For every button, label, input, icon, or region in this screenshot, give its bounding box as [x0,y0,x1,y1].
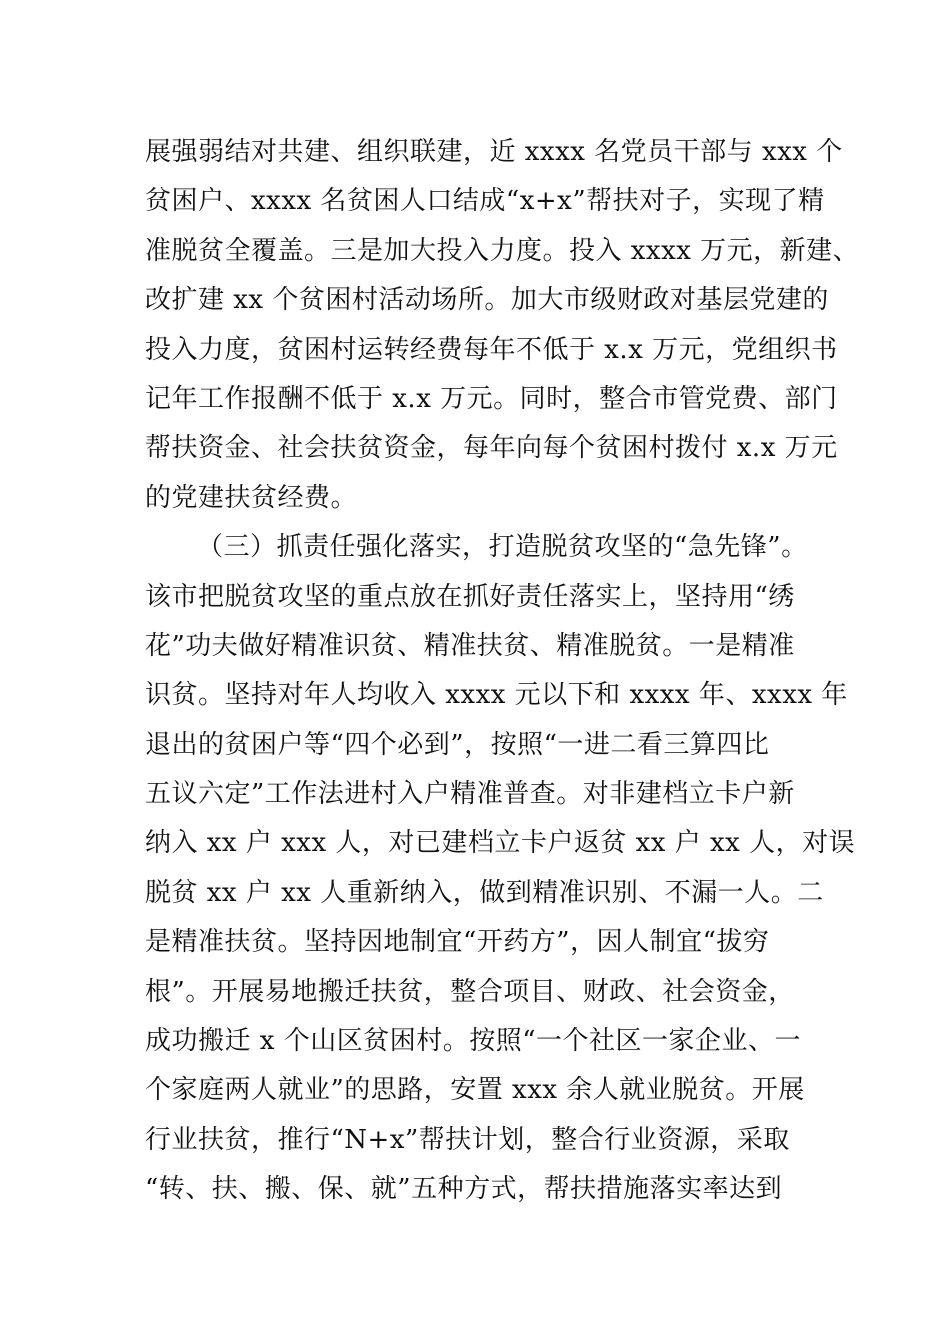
text-line: 准脱贫全覆盖。三是加大投入力度。投入 xxxx 万元，新建、 [145,235,860,266]
text-line: 识贫。坚持对年人均收入 xxxx 元以下和 xxxx 年、xxxx 年 [145,680,848,711]
text-line: 行业扶贫，推行“N+x”帮扶计划，整合行业资源，采取 [145,1124,790,1155]
text-line: 成功搬迁 x 个山区贫困村。按照“一个社区一家企业、一 [145,1026,801,1057]
text-line: 的党建扶贫经费。 [145,482,358,513]
text-line: 是精准扶贫。坚持因地制宜“开药方”，因人制宜“拔穷 [145,927,770,958]
text-line: 帮扶资金、社会扶贫资金，每年向每个贫困村拨付 x.x 万元 [145,433,838,464]
text-line: 贫困户、xxxx 名贫困人口结成“x+x”帮扶对子，实现了精 [145,186,825,217]
text-line: 该市把脱贫攻坚的重点放在抓好责任落实上，坚持用“绣 [145,581,795,612]
text-line: “转、扶、搬、保、就”五种方式，帮扶措施落实率达到 [145,1174,783,1205]
body-text [145,128,860,1215]
text-line: 脱贫 xx 户 xx 人重新纳入，做到精准识别、不漏一人。二 [145,877,824,908]
section-heading: （三）抓责任强化落实，打造脱贫攻坚的“急先锋”。 [197,532,808,563]
text-line: 根”。开展易地搬迁扶贫，整合项目、财政、社会资金， [145,976,795,1007]
text-line: 改扩建 xx 个贫困村活动场所。加大市级财政对基层党建的 [145,285,829,316]
text-line: 投入力度，贫困村运转经费每年不低于 x.x 万元，党组织书 [145,334,838,365]
text-line: 个家庭两人就业”的思路，安置 xxx 余人就业脱贫。开展 [145,1075,805,1106]
text-line: 五议六定”工作法进村入户精准普查。对非建档立卡户新 [145,779,795,810]
text-line: 退出的贫困户等“四个必到”，按照“一进二看三算四比 [145,729,770,760]
text-line: 花”功夫做好精准识贫、精准扶贫、精准脱贫。一是精准 [145,630,795,661]
text-line: 纳入 xx 户 xxx 人，对已建档立卡户返贫 xx 户 xx 人，对误 [145,828,856,859]
text-line: 记年工作报酬不低于 x.x 万元。同时，整合市管党费、部门 [145,383,838,414]
text-line: 展强弱结对共建、组织联建，近 xxxx 名党员干部与 xxx 个 [145,137,843,167]
